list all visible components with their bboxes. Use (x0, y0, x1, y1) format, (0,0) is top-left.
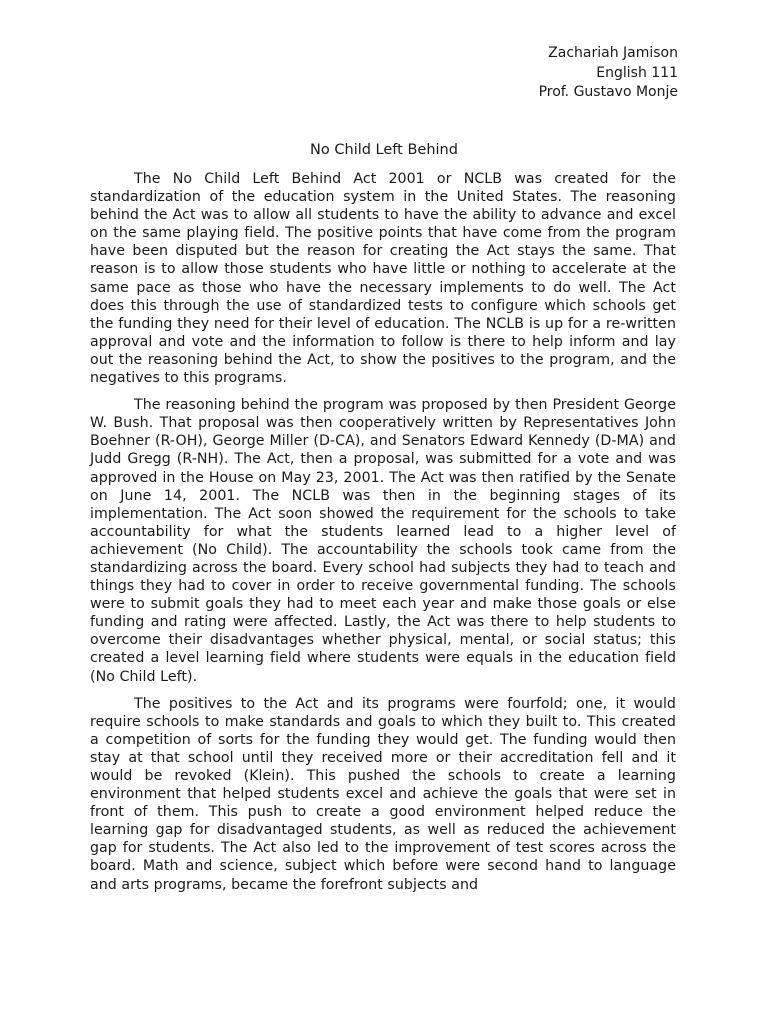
document-title: No Child Left Behind (310, 142, 458, 158)
course-name: English 111 (596, 64, 678, 81)
professor-name: Prof. Gustavo Monje (538, 84, 678, 100)
author-name: Zachariah Jamison (548, 45, 678, 61)
paragraph-2: The reasoning behind the program was proposed by then President George W. Bush. That proposal was then cooperatively written by Representatives John Boehner (R-OH), George Miller (D-CA), and Senators Edward Kennedy (D-MA) and Judd Gregg (R-NH). The Act, then a proposal, was submitted for a vote and was approved in the House on May 23, 2001. The Act was then ratified by the Senate on June 14, 2001. The NCLB was then in the beginning stages of its implementation. The Act soon showed the requirement for the schools to take accountability for what the students learned lead to a higher level of achievement (No Child). The accountability the schools took came from the standardizing across the board. Every school had subjects they had to teach and things they had to cover in order to receive governmental funding. The schools were to submit goals they had to meet each year and make those goals or else funding and rating were affected. Lastly, the Act was there to help students to overcome their disadvantages whether physical, mental, or social status; this created a level learning field where students were equals in the education field (No Child Left). (90, 397, 676, 685)
author-header (539, 44, 678, 103)
paragraph-1: The No Child Left Behind Act 2001 or NCLB was created for the standardization of the education system in the United States. The reasoning behind the Act was to allow all students to have the ability to advance and excel on the same playing field. The positive points that have come from the program have been disputed but the reason for creating the Act stays the same. That reason is to allow those students who have little or nothing to accelerate at the same pace as those who have the necessary implements to do well. The Act does this through the use of standardized tests to configure which schools get the funding they need for their level of education. The NCLB is up for a re-written approval and vote and the information to follow is there to help inform and lay out the reasoning behind the Act, to show the positives to the program, and the negatives to this programs. (90, 171, 676, 387)
paragraph-3: The positives to the Act and its programs were fourfold; one, it would require schools to make standards and goals to which they built to. This created a competition of sorts for the funding they would get. The funding would then stay at that school until they received more or their accreditation fell and it would be revoked (Klein). This pushed the schools to create a learning environment that helped students excel and achieve the goals that were set in front of them. This push to create a good environment helped reduce the learning gap for disadvantaged students, as well as reduced the achievement gap for students. The Act also led to the improvement of test scores across the board. Math and science, subject which before were second hand to language and arts programs, became the forefront subjects and (90, 695, 676, 893)
document-body (90, 170, 676, 903)
